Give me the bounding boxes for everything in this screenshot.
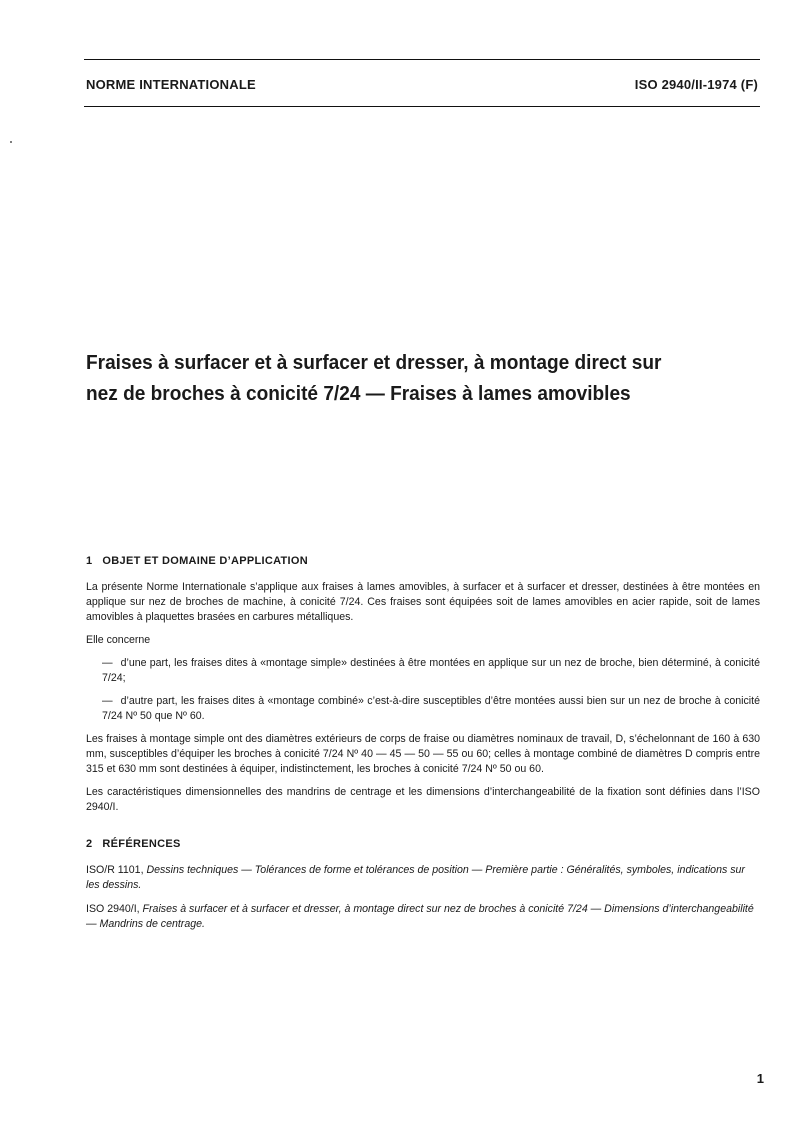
section-1-list-item-2 [102,694,760,724]
list-dash: — [102,695,113,707]
title-line-1: Fraises à surfacer et à surfacer et dresser, à montage direct sur [86,351,662,374]
document-type-label: NORME INTERNATIONALE [86,77,256,92]
section-1-list-item-1 [102,656,760,686]
section-1-paragraph-4: Les caractéristiques dimensionnelles des mandrins de centrage et les dimensions d’interchangeabilité de la fixation sont définies dans l’ISO 2940/I. [86,786,760,813]
section-1-heading [86,554,760,569]
section-2-heading [86,837,760,852]
section-1-title: OBJET ET DOMAINE D’APPLICATION [102,555,309,567]
scan-speck [10,141,12,143]
title-line-2: nez de broches à conicité 7/24 — Fraises à lames amovibles [86,382,631,405]
standard-reference: ISO 2940/II-1974 (F) [634,77,758,92]
reference-1-title: Dessins techniques — Tolérances de forme et tolérances de position — Première partie : Généralités, symboles, indications sur les dessins. [86,864,745,891]
reference-2 [86,902,760,932]
section-2-number: 2 [86,838,93,850]
reference-2-code: ISO 2940/I, [86,903,143,915]
reference-1-code: ISO/R 1101, [86,864,147,876]
section-1-paragraph-2: Elle concerne [86,634,151,646]
header-bottom-rule [84,106,760,107]
section-2-title: RÉFÉRENCES [102,838,181,850]
document-body [86,554,760,941]
section-1-number: 1 [86,555,93,567]
section-1-paragraph-3: Les fraises à montage simple ont des diamètres extérieurs de corps de fraise ou diamètres nominaux de travail, D, s’échelonnant de 160 à 630 mm, susceptibles d’équiper les broches à conicité 7/24 Nº 40 — 45 — 50 — 55 ou 60; celles à montage combiné de diamètres D compris entre 315 et 630 mm sont destinées à équiper, indistinctement, les broches à conicité 7/24 Nº 50 ou 60. [86,733,760,775]
page-number: 1 [756,1071,764,1086]
reference-2-title: Fraises à surfacer et à surfacer et dresser, à montage direct sur nez de broches à conicité 7/24 — Dimensions d’interchangeabilité — Mandrins de centrage. [86,903,754,930]
document-title [86,347,718,409]
section-1-paragraph-1: La présente Norme Internationale s’applique aux fraises à lames amovibles, à surfacer et à surfacer et dresser, destinées à être montées en applique sur nez de broches de machine, à conicité 7/24. Ces fraises sont équipées soit de lames amovibles en acier rapide, soit de lames amovibles à plaquettes brasées en carbures métalliques. [86,581,760,623]
list-item-1-text: d’une part, les fraises dites à «montage simple» destinées à être montées en applique sur un nez de broche, bien déterminé, à conicité 7/24; [102,657,760,684]
reference-1 [86,863,760,893]
list-dash: — [102,657,113,669]
header-top-rule [84,59,760,60]
list-item-2-text: d’autre part, les fraises dites à «montage combiné» c’est-à-dire susceptibles d’être montées aussi bien sur un nez de broche à conicité 7/24 Nº 50 que Nº 60. [102,695,760,722]
